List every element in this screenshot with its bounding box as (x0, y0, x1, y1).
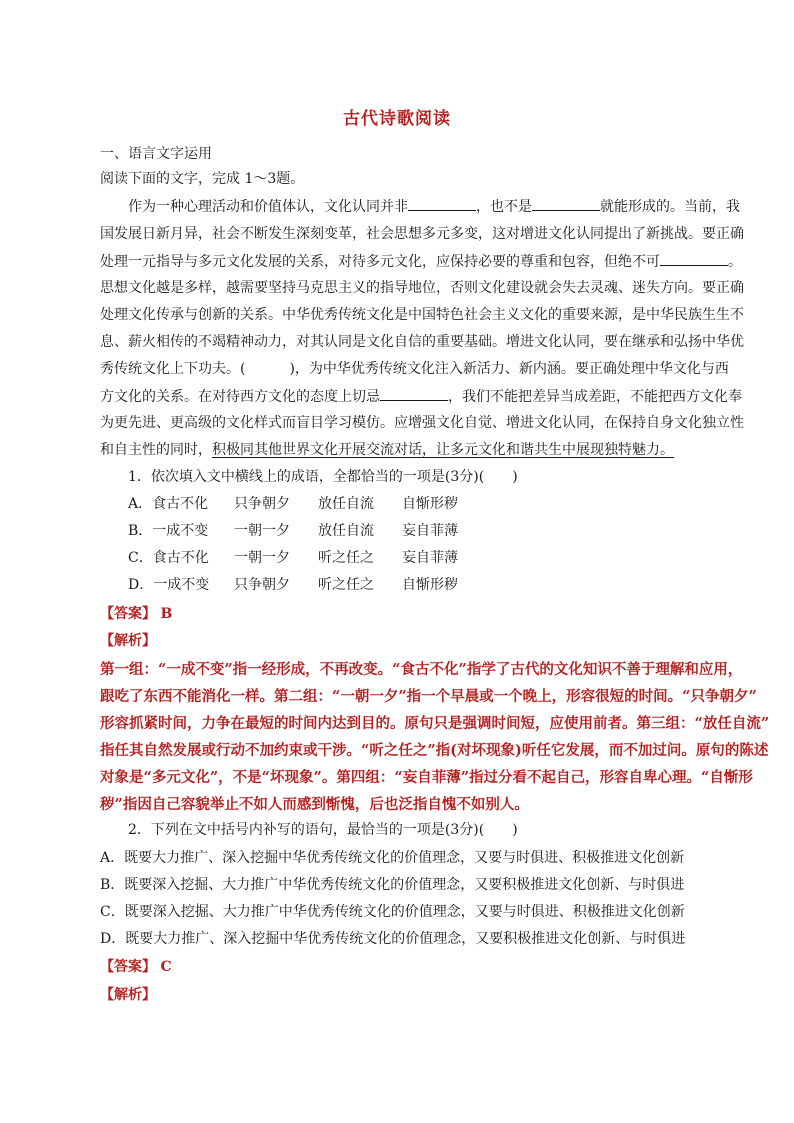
passage-text: ，我们不能把差异当成差距，不能把西方文化奉 (448, 389, 742, 405)
q2-option-d: D．既要大力推广、深入挖掘中华优秀传统文化的价值理念，又要积极推进文化创新、与时俱进 (100, 931, 686, 947)
option-word: 听之任之 (318, 577, 374, 593)
q2-answer (100, 957, 705, 977)
option-word: 一朝一夕 (234, 523, 290, 539)
q1-answer (100, 604, 705, 624)
option-word: 一朝一夕 (234, 550, 290, 566)
analysis-line: 第一组：“一成不变”指一经形成，不再改变。“食古不化”指学了古代的文化知识不善于理解和应用， (100, 661, 743, 678)
option-label: C．食古不化 (128, 550, 209, 566)
q1-option-a (100, 494, 733, 514)
passage-line-6: 息、薪火相传的不竭精神动力，对其认同是文化自信的重要基础。增进文化认同，要在继承和弘扬中华优 (100, 334, 744, 350)
passage-line-8 (100, 386, 742, 407)
passage-line-3 (100, 251, 742, 272)
passage-text: ，也不是 (476, 199, 532, 215)
passage-line-1 (100, 196, 740, 217)
q2-option-b: B．既要深入挖掘、大力推广中华优秀传统文化的价值理念，又要积极推进文化创新、与时俱进 (100, 877, 685, 893)
section-heading: 一、语言文字运用 (100, 146, 212, 162)
answer-tag: 【答案】 (100, 606, 156, 622)
option-word: 放任自流 (318, 523, 374, 539)
analysis-tag: 【解析】 (100, 633, 156, 649)
passage-line-5: 处理文化传承与创新的关系。中华优秀传统文化是中国特色社会主义文化的重要来源，是中华民族生生不 (100, 307, 744, 323)
q1-stem: 1．依次填入文中横线上的成语，全都恰当的一项是(3分)( ) (128, 469, 518, 485)
passage-text: 方文化的关系。在对待西方文化的态度上切忌 (100, 389, 380, 405)
blank-2 (532, 196, 600, 211)
q1-option-d (100, 575, 733, 595)
q2-stem: 2．下列在文中括号内补写的语句，最恰当的一项是(3分)( ) (128, 822, 518, 838)
q2-option-a: A．既要大力推广、深入挖掘中华优秀传统文化的价值理念，又要与时俱进、积极推进文化创新 (100, 850, 685, 866)
passage-line-4: 思想文化越是多样，越需要坚持马克思主义的指导地位，否则文化建设就会失去灵魂、迷失方向。要正确 (100, 280, 744, 296)
blank-3 (660, 251, 728, 266)
passage-line-9: 为更先进、更高级的文化样式而盲目学习模仿。应增强文化自觉、增进文化认同，在保持自身文化独立性 (100, 415, 744, 431)
passage-text: )，为中华优秀传统文化注入新活力、新内涵。要正确处理中华文化与西 (289, 361, 729, 377)
passage-line-10 (100, 440, 705, 460)
instruction: 阅读下面的文字，完成 1～3题。 (100, 171, 305, 187)
analysis-line: 秽”指因自己容貌举止不如人而感到惭愧，后也泛指自愧不如别人。 (100, 796, 529, 813)
blank-1 (408, 196, 476, 211)
analysis-line: 跟吃了东西不能消化一样。第二组：“一朝一夕”指一个早晨或一个晚上，形容很短的时间。“只争朝夕” (100, 688, 757, 705)
page-title: 古代诗歌阅读 (343, 109, 451, 129)
passage-line-2: 国发展日新月异，社会不断发生深刻变革，社会思想多元多变，这对增进文化认同提出了新挑战。要正确 (100, 226, 744, 242)
option-label: D．一成不变 (128, 577, 210, 593)
option-word: 只争朝夕 (234, 496, 290, 512)
passage-text: 就能形成的。当前，我 (600, 199, 740, 215)
blank-4 (380, 386, 448, 401)
answer-value: B (160, 606, 173, 622)
passage-line-7 (100, 359, 729, 379)
option-word: 自惭形秽 (402, 496, 458, 512)
passage-text: 处理一元指导与多元文化发展的关系，对待多元文化，应保持必要的尊重和包容，但绝不可 (100, 254, 660, 270)
answer-value: C (160, 959, 172, 975)
q2-option-c: C．既要深入挖掘、大力推广中华优秀传统文化的价值理念，又要与时俱进、积极推进文化创新 (100, 904, 685, 920)
answer-tag: 【答案】 (100, 959, 156, 975)
analysis-line: 对象是“多元文化”，不是“坏现象”。第四组：“妄自菲薄”指过分看不起自己，形容自卑心理。“自惭形 (100, 769, 753, 786)
option-word: 妄自菲薄 (402, 523, 458, 539)
q1-analysis-tag (100, 631, 705, 651)
q1-analysis (100, 656, 770, 818)
option-word: 放任自流 (318, 496, 374, 512)
option-word: 听之任之 (318, 550, 374, 566)
option-label: B．一成不变 (128, 523, 209, 539)
passage-text: 。 (728, 254, 742, 270)
option-word: 妄自菲薄 (402, 550, 458, 566)
analysis-tag: 【解析】 (100, 987, 156, 1003)
analysis-line: 形容抓紧时间，力争在最短的时间内达到目的。原句只是强调时间短，应使用前者。第三组：“放任自流” (100, 715, 770, 732)
q2-analysis-tag (100, 985, 705, 1005)
underlined-sentence: 积极同其他世界文化开展交流对话，让多元文化和谐共生中展现独特魅力。 (212, 442, 674, 458)
passage-text: 秀传统文化上下功夫。( (100, 361, 246, 377)
option-word: 自惭形秽 (402, 577, 458, 593)
option-word: 只争朝夕 (234, 577, 290, 593)
q1-option-c (100, 548, 733, 568)
option-label: A．食古不化 (128, 496, 209, 512)
analysis-line: 指任其自然发展或行动不加约束或干涉。“听之任之”指(对坏现象)听任它发展，而不加过问。原句的陈述 (100, 742, 769, 759)
q1-option-b (100, 521, 733, 541)
passage-text: 和自主性的同时， (100, 442, 212, 458)
passage-text: 作为一种心理活动和价值体认，文化认同并非 (128, 199, 408, 215)
